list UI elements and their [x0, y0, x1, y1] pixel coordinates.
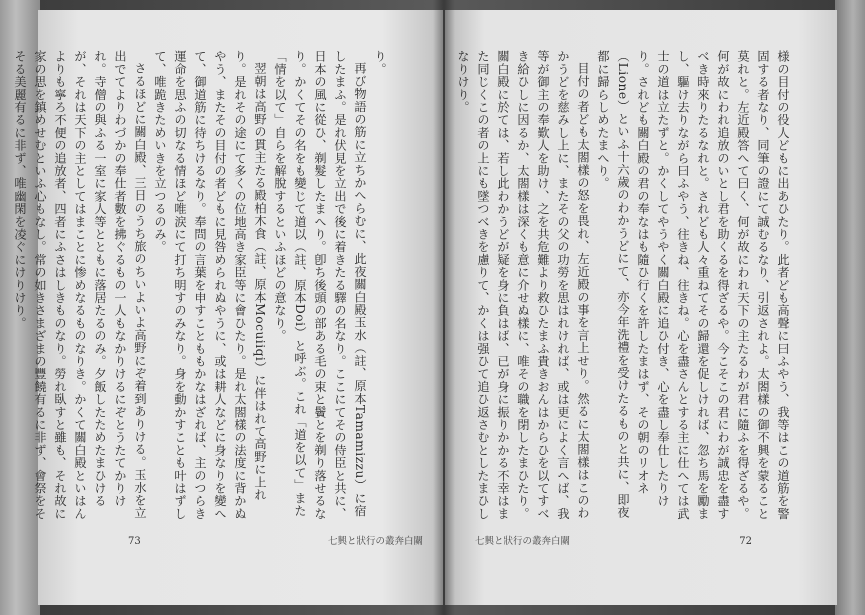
right-paragraph-1: 様の目付の役人どもに出あひたり。此者ども高聲に曰ふやう、我等はこの道筋を警固する者なり、同筆の證にて誠むるなり、引返されよ。太閤樣の御不興を蒙ること莫れと。左近殿答へて曰く、何が故にわれ天下の主たるわが君に隨ふを得ざるや。何が故にわれ追放のいとし君を助くるを得ざるや。今こそこの君にわが誠忠を盡すべき時來りたるなれと。されども人々重ねてその歸還を促しければ、忽ち馬を勵まし、驅け去りながら曰ふやう、往きね、往きね。心を盡さんとする主に仕へては武士の道は立たずと。かくしてやうやく關白殿に追ひ付き、心を盡し奉仕したりけり。されども關白殿の君の奉なはも隨ひ行くを許したまはず、その朝のリオネ（Lione）といふ十六歲のわかうどにて、亦今年洗禮を受けたるものと共に、即夜都に歸らしめたまへり。 — [596, 50, 790, 520]
right-page — [445, 10, 837, 605]
left-paragraph-3: 翌朝は高野の貫主たる殿柏木食（註、原本Mocuiiqi）に伴はれて高野に上れり。是れその途にて多くの位地高き家臣等に會ひたり。是れ太閤樣の法度に背かぬやう、またその目付の者どもに見咎められぬやうに、或は耕人などに身なりを變へて、御道筋に待ちけるなり。奉問の言葉を申すことももかなはざれば、主のつらき運命を思ふの切なる情ほど唯涙にて打ち明すのみなり。身を動かすことも叶はずして、唯跪きためいきを立つるのみ。 — [153, 50, 267, 520]
left-page — [13, 10, 443, 605]
left-paragraph-4: さるほどに關白殿、三日のうち旅のちいよいよ高野にぞ着到ありける。玉水を立出でてよりわづかの奉仕者數を拂ぐるもの一人もなかりけるにぞとうたてかりけれ。寺僧の與ふる一室に家人等とともに落居たるのみ。夕飯したためたまひけるが、それは天下の主としてはまことに惨めなるものなりき。かくて關白殿といはんよりも寧ろ不便の追放者、四者にふさはしきものなり。勞れ臥すと雖も、それ故に家の思を鎮めせむといふ心もなし。常の如きさまざまの豐饒有るに非ず、會祭をそそる美麗有るに非ず、唯幽閑を凌ぐにけりけり。 — [13, 50, 147, 520]
left-paragraph-1: り。 — [373, 50, 387, 76]
right-page-body — [456, 50, 793, 520]
left-page-body — [13, 50, 390, 520]
left-paragraph-2: 再び物語の筋に立ちかへらむに、此夜關白殿玉水（註、原本Tamamizzu）に宿したまふ。是れ伏見を立出で後に着きたる驛の名なり。ここにてその侍臣と共に、日本の風に從ひ、剃髮したまへり。卽ち後頭の部ある毛の束と鬢とを剃り落せるなり。かくてその名をも變じて道以（註、原本Doi）と呼ぶ。これ「道を以て」また「情を以て」自らを解脫するといふほどの意なり。 — [273, 50, 367, 520]
book-cover-right-edge — [835, 0, 865, 615]
right-page-number: 72 — [739, 536, 752, 547]
left-running-head: 七興と狀行の叢奔白關 — [327, 536, 423, 547]
right-running-head: 七興と狀行の叢奔白關 — [475, 536, 571, 547]
right-paragraph-2: 目付の者ども太閤樣の怒を畏れ、左近殿の事を言上せり。然るに太閤樣はこのわかうどを慈みし上に、またその父の功勞を思はれければ、或は更によく言へば、我等が御主の奉歎人を助け、之を共危難より救ひたまふ貴きおんはからひを以てすべき給ひしに因るか、太閤樣は深くも意に介せぬ樣に、唯その職を閉したまひたり。關白殿に於ては、若し此わかうどが疑を身に負はば、已が身に振りかかる不幸はまた同じくこの者の上にも墜つべきを慮りて、かくは强ひて追ひ返さむとしたまひしなりけり。 — [456, 50, 590, 520]
book-gutter-shadow — [433, 0, 455, 615]
left-page-number: 73 — [128, 536, 141, 547]
